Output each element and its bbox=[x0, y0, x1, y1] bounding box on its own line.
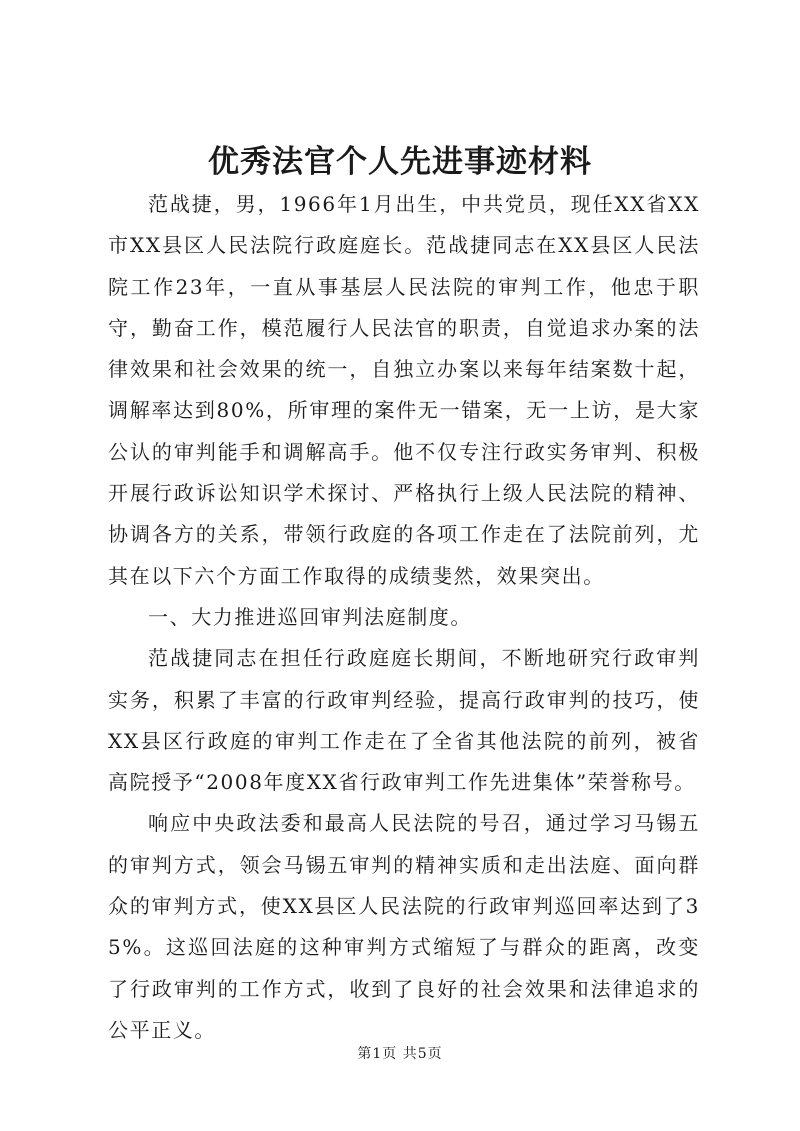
page-number: 第1页 共5页 bbox=[357, 1046, 443, 1062]
paragraph-section-heading: 一、大力推进巡回审判法庭制度。 bbox=[148, 604, 472, 629]
document-title: 优秀法官个人先进事迹材料 bbox=[208, 144, 592, 180]
page-footer bbox=[0, 1044, 800, 1064]
paragraph-circuit-trial: 响应中央政法委和最高人民法院的号召，通过学习马锡五的审判方式，领会马锡五审判的精神实质和走出法庭、面向群众的审判方式，使XX县区人民法院的行政审判巡回率达到了35%。这巡回法庭的这种审判方式缩短了与群众的距离，改变了行政审判的工作方式，收到了良好的社会效果和法律追求的公平正义。 bbox=[108, 811, 700, 1042]
document-body bbox=[108, 184, 700, 1051]
paragraph-intro: 范战捷，男，1966年1月出生，中共党员，现任XX省XX市XX县区人民法院行政庭庭长。范战捷同志在XX县区人民法院工作23年，一直从事基层人民法院的审判工作，他忠于职守，勤奋工作，模范履行人民法官的职责，自觉追求办案的法律效果和社会效果的统一，自独立办案以来每年结案数十起，调解率达到80%，所审理的案件无一错案，无一上访，是大家公认的审判能手和调解高手。他不仅专注行政实务审判、积极开展行政诉讼知识学术探讨、严格执行上级人民法院的精神、协调各方的关系，带领行政庭的各项工作走在了法院前列，尤其在以下六个方面工作取得的成绩斐然，效果突出。 bbox=[108, 192, 700, 588]
paragraph-experience: 范战捷同志在担任行政庭庭长期间，不断地研究行政审判实务，积累了丰富的行政审判经验，提高行政审判的技巧，使XX县区行政庭的审判工作走在了全省其他法院的前列，被省高院授予“2008年度XX省行政审判工作先进集体”荣誉称号。 bbox=[108, 646, 700, 795]
